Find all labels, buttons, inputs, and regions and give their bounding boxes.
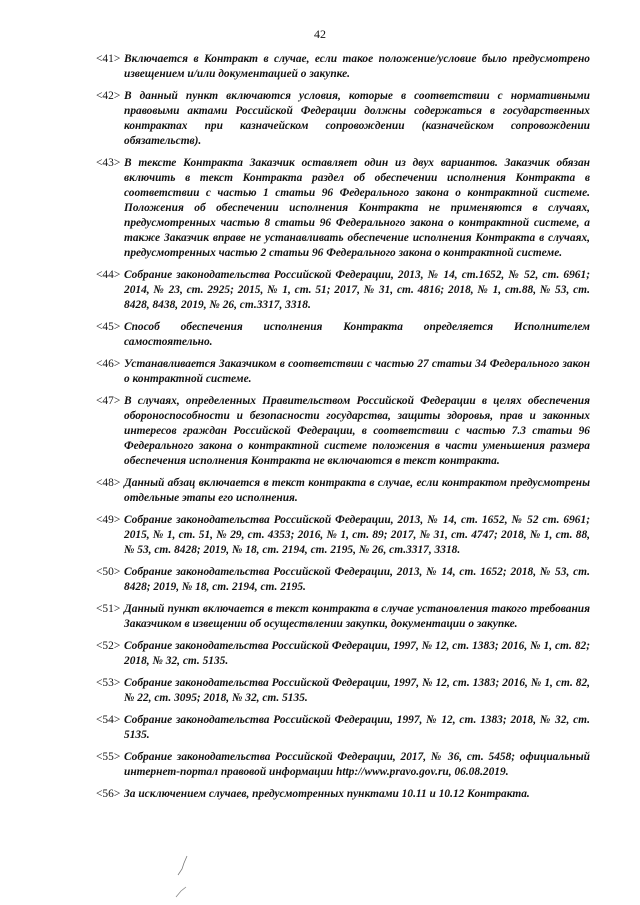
footnote [96,476,590,506]
footnote [96,320,590,350]
footnote [96,513,590,558]
footnote-marker: <51> [96,603,121,615]
footnote-marker: <52> [96,640,121,652]
footnote-text: За исключением случаев, предусмотренных пунктами 10.11 и 10.12 Контракта. [124,788,530,800]
pen-mark-icon [172,855,192,877]
footnote-text: Данный пункт включается в текст контракта в случае установления такого требования Заказчиком в извещении об осуществлении закупки, документации о закупке. [124,603,590,630]
footnote-text: Собрание законодательства Российской Федерации, 2013, № 14, ст. 1652, № 52 ст. 6961; 2015, № 1, ст. 51, № 29, ст. 4353; 2016, № 1, ст. 89; 2017, № 31, ст. 4747; 2018, № 1, ст. 88, № 53, ст. 8428; 2019, № 18, ст. 2194, ст. 2195, № 26, ст.3317, 3318. [124,514,590,556]
footnote-marker: <42> [96,90,121,102]
footnote-marker: <43> [96,157,121,169]
footnote-text: Устанавливается Заказчиком в соответствии с частью 27 статьи 34 Федерального закон о контрактной системе. [124,358,590,385]
footnote [96,750,590,780]
footnote-text: Способ обеспечения исполнения Контракта определяется Исполнителем самостоятельно. [124,321,590,348]
footnote-marker: <41> [96,53,121,65]
footnote [96,89,590,149]
footnote-marker: <46> [96,358,121,370]
footnote-text: Собрание законодательства Российской Федерации, 2013, № 14, ст.1652, № 52, ст. 6961; 2014, № 23, ст. 2925; 2015, № 1, ст. 51; 2017, № 31, ст. 4816; 2018, № 1, ст.88, № 53, ст. 8428, 8438, 2019, № 26, ст.3317, 3318. [124,269,590,311]
footnote [96,713,590,743]
footnote-text: Собрание законодательства Российской Федерации, 2013, № 14, ст. 1652; 2018, № 53, ст. 8428; 2019, № 18, ст. 2194, ст. 2195. [124,566,590,593]
footnote-marker: <56> [96,788,121,800]
footnote-marker: <54> [96,714,121,726]
footnote [96,156,590,261]
footnote-text: Данный абзац включается в текст контракта в случае, если контрактом предусмотрены отдельные этапы его исполнения. [124,477,590,504]
footnote-marker: <55> [96,751,121,763]
footnote-text: В тексте Контракта Заказчик оставляет один из двух вариантов. Заказчик обязан включить в текст Контракта раздел об обеспечении исполнения Контракта в соответствии с частью 1 статьи 96 Федерального закона о контрактной системе. Положения об обеспечении исполнения Контракта не применяются в случаях, предусмотренных частью 8 статьи 96 Федерального закона о контрактной системе, а также Заказчик вправе не устанавливать обеспечение исполнения Контракта в случаях, предусмотренных частью 2 статьи 96 Федерального закона о контрактной системе. [124,157,590,259]
pen-mark-icon [172,885,192,899]
footnote [96,602,590,632]
footnote-marker: <49> [96,514,121,526]
footnote-text: В случаях, определенных Правительством Российской Федерации в целях обеспечения обороноспособности и безопасности государства, защиты здоровья, прав и законных интересов граждан Российской Федерации, в соответствии с частью 7.3 статьи 96 Федерального закона о контрактной системе положения в части уменьшения размера обеспечения исполнения Контракта не включаются в текст контракта. [124,395,590,467]
footnote-text: Собрание законодательства Российской Федерации, 2017, № 36, ст. 5458; официальный интернет-портал правовой информации http://www.pravo.gov.ru, 06.08.2019. [124,751,590,778]
footnote-text: Собрание законодательства Российской Федерации, 1997, № 12, ст. 1383; 2016, № 1, ст. 82; 2018, № 32, ст. 5135. [124,640,590,667]
footnote [96,268,590,313]
footnote [96,565,590,595]
footnote-marker: <45> [96,321,121,333]
footnote [96,676,590,706]
footnote [96,639,590,669]
footnote-text: Собрание законодательства Российской Федерации, 1997, № 12, ст. 1383; 2018, № 32, ст. 5135. [124,714,590,741]
footnote [96,357,590,387]
footnote-text: В данный пункт включаются условия, которые в соответствии с нормативными правовыми актами Российской Федерации должны содержаться в государственных контрактах при казначейском сопровождении (казначейском сопровождении обязательств). [124,90,590,147]
footnote [96,394,590,469]
page-number: 42 [314,27,326,41]
footnote-marker: <48> [96,477,121,489]
footnote-marker: <53> [96,677,121,689]
footnote-marker: <50> [96,566,121,578]
footnote-text: Собрание законодательства Российской Федерации, 1997, № 12, ст. 1383; 2016, № 1, ст. 82, № 22, ст. 3095; 2018, № 32, ст. 5135. [124,677,590,704]
footnote-marker: <44> [96,269,121,281]
footnote [96,787,590,802]
footnote [96,52,590,82]
footnote-list [96,52,590,809]
footnote-text: Включается в Контракт в случае, если такое положение/условие было предусмотрено извещением и/или документацией о закупке. [124,53,590,80]
footnote-marker: <47> [96,395,121,407]
